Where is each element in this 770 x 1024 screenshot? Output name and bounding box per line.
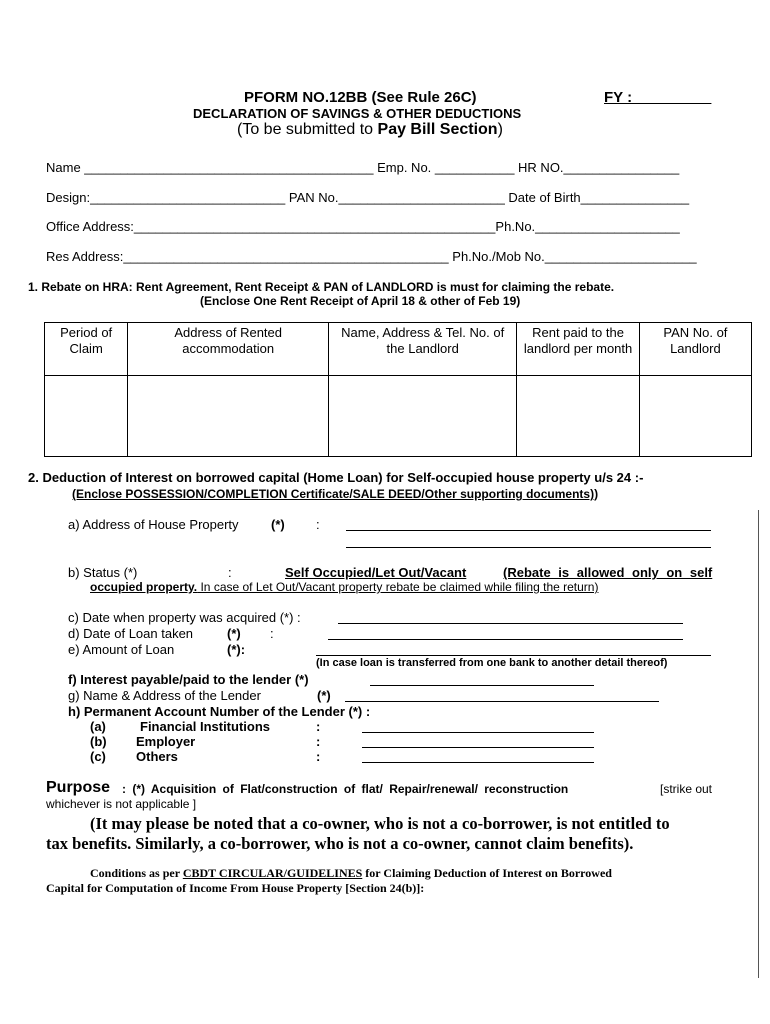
- status-note-line-2: [90, 580, 598, 594]
- colon: :: [316, 517, 320, 532]
- pan-financial-line[interactable]: [362, 732, 594, 733]
- fy-field[interactable]: [604, 89, 711, 106]
- column-header: Name, Address & Tel. No. of the Landlord: [329, 323, 517, 376]
- section-1-title: 1. Rebate on HRA: Rent Agreement, Rent Receipt & PAN of LANDLORD is must for claiming the rebate.: [28, 280, 615, 294]
- design-field-row[interactable]: Design:___________________________ PAN No._______________________ Date of Birth_______________: [46, 190, 690, 205]
- interest-line[interactable]: [370, 685, 594, 686]
- section-1-note: (Enclose One Rent Receipt of April 18 & other of Feb 19): [200, 294, 521, 308]
- hra-table-header: [45, 323, 752, 376]
- house-address-line-1[interactable]: [346, 530, 711, 531]
- label-lender-name: g) Name & Address of the Lender: [68, 688, 261, 703]
- office-address-row[interactable]: Office Address:__________________________________________________Ph.No.____________________: [46, 219, 680, 234]
- purpose-label: Purpose: [46, 779, 111, 796]
- label-date-loan: d) Date of Loan taken: [68, 626, 194, 641]
- submit-instruction: [237, 121, 503, 139]
- colon: :: [316, 749, 321, 764]
- cbdt-guidelines-link[interactable]: CBDT CIRCULAR/GUIDELINES: [182, 866, 363, 880]
- co-owner-notice-line-1: (It may please be noted that a co-owner, who is not a co-borrower, is not entitled to: [90, 814, 670, 833]
- section-2-note-suffix: ): [594, 487, 599, 501]
- form-title: PFORM NO.12BB (See Rule 26C): [244, 89, 477, 106]
- purpose-text[interactable]: : (*) Acquisition of Flat/construction of flat/ Repair/renewal/ reconstruction: [122, 782, 569, 796]
- date-loan-line[interactable]: [328, 639, 683, 640]
- conditions-prefix: Conditions as per: [90, 866, 183, 880]
- label-lender-name-star: (*): [317, 688, 331, 703]
- pan-item-label: Others: [136, 749, 178, 764]
- section-2-title: 2. Deduction of Interest on borrowed capital (Home Loan) for Self-occupied house property u/s 24 :-: [28, 470, 644, 485]
- label-house-address: a) Address of House Property: [68, 517, 239, 532]
- status-options[interactable]: Self Occupied/Let Out/Vacant: [285, 565, 467, 580]
- section-2-note: [72, 487, 598, 501]
- label-interest: f) Interest payable/paid to the lender (*): [68, 672, 309, 687]
- transfer-note: (In case loan is transferred from one bank to another detail thereof): [316, 657, 668, 669]
- date-acquired-line[interactable]: [338, 623, 683, 624]
- column-header: Address of Rented accommodation: [128, 323, 329, 376]
- pan-others-line[interactable]: [362, 762, 594, 763]
- pan-employer-line[interactable]: [362, 747, 594, 748]
- pan-item-key: (b): [90, 734, 107, 749]
- table-row: [45, 376, 752, 457]
- status-note: (Rebate is allowed only on self: [503, 565, 713, 580]
- label-loan-amount-star: (*):: [227, 642, 246, 657]
- conditions-line-1: [90, 866, 612, 881]
- pan-item-key: (a): [90, 719, 106, 734]
- submit-target: Pay Bill Section: [377, 121, 498, 138]
- co-owner-notice-line-2: tax benefits. Similarly, a co-borrower, who is not a co-owner, cannot claim benefits).: [46, 834, 634, 853]
- colon: :: [316, 719, 321, 734]
- label-house-address-star: (*): [271, 517, 285, 532]
- table-cell[interactable]: [45, 376, 128, 457]
- house-address-line-2[interactable]: [346, 547, 711, 548]
- submit-prefix: (To be submitted to: [237, 121, 378, 138]
- loan-amount-line[interactable]: [316, 655, 711, 656]
- conditions-line-2: Capital for Computation of Income From House Property [Section 24(b)]:: [46, 881, 425, 895]
- fy-label: FY : _________: [604, 89, 712, 106]
- status-note-bold: occupied property.: [90, 580, 198, 594]
- table-cell[interactable]: [329, 376, 517, 457]
- purpose-strike: [strike out: [660, 782, 713, 796]
- lender-name-line[interactable]: [345, 701, 659, 702]
- purpose-line-2: whichever is not applicable ]: [46, 797, 197, 811]
- column-header: PAN No. of Landlord: [639, 323, 751, 376]
- colon: :: [228, 565, 232, 580]
- table-cell[interactable]: [517, 376, 639, 457]
- section-2-note-text: (Enclose POSSESSION/COMPLETION Certificate/SALE DEED/Other supporting documents): [72, 487, 595, 501]
- submit-suffix: ): [497, 121, 503, 138]
- column-header: Period of Claim: [45, 323, 128, 376]
- hra-table: [44, 322, 752, 457]
- conditions-suffix: for Claiming Deduction of Interest on Borrowed: [362, 866, 612, 880]
- colon: :: [316, 734, 321, 749]
- label-loan-amount: e) Amount of Loan: [68, 642, 175, 657]
- label-date-acquired: c) Date when property was acquired (*) :: [68, 610, 301, 625]
- label-lender-pan: h) Permanent Account Number of the Lender (*) :: [68, 704, 371, 719]
- form-subtitle: DECLARATION OF SAVINGS & OTHER DEDUCTIONS: [193, 106, 522, 121]
- column-header: Rent paid to the landlord per month: [517, 323, 639, 376]
- pan-item-label: Financial Institutions: [140, 719, 271, 734]
- label-date-loan-star: (*): [227, 626, 241, 641]
- pan-item-label: Employer: [136, 734, 196, 749]
- name-field-row[interactable]: Name ________________________________________ Emp. No. ___________ HR NO.________________: [46, 160, 680, 175]
- pan-item-key: (c): [90, 749, 106, 764]
- status-note-rest: In case of Let Out/Vacant property rebate be claimed while filing the return): [197, 580, 599, 594]
- page-edge-rule: [758, 510, 759, 978]
- table-cell[interactable]: [128, 376, 329, 457]
- res-address-row[interactable]: Res Address:_____________________________________________ Ph.No./Mob No._____________________: [46, 249, 697, 264]
- label-status: b) Status (*): [68, 565, 138, 580]
- table-cell[interactable]: [639, 376, 751, 457]
- colon: :: [270, 626, 274, 641]
